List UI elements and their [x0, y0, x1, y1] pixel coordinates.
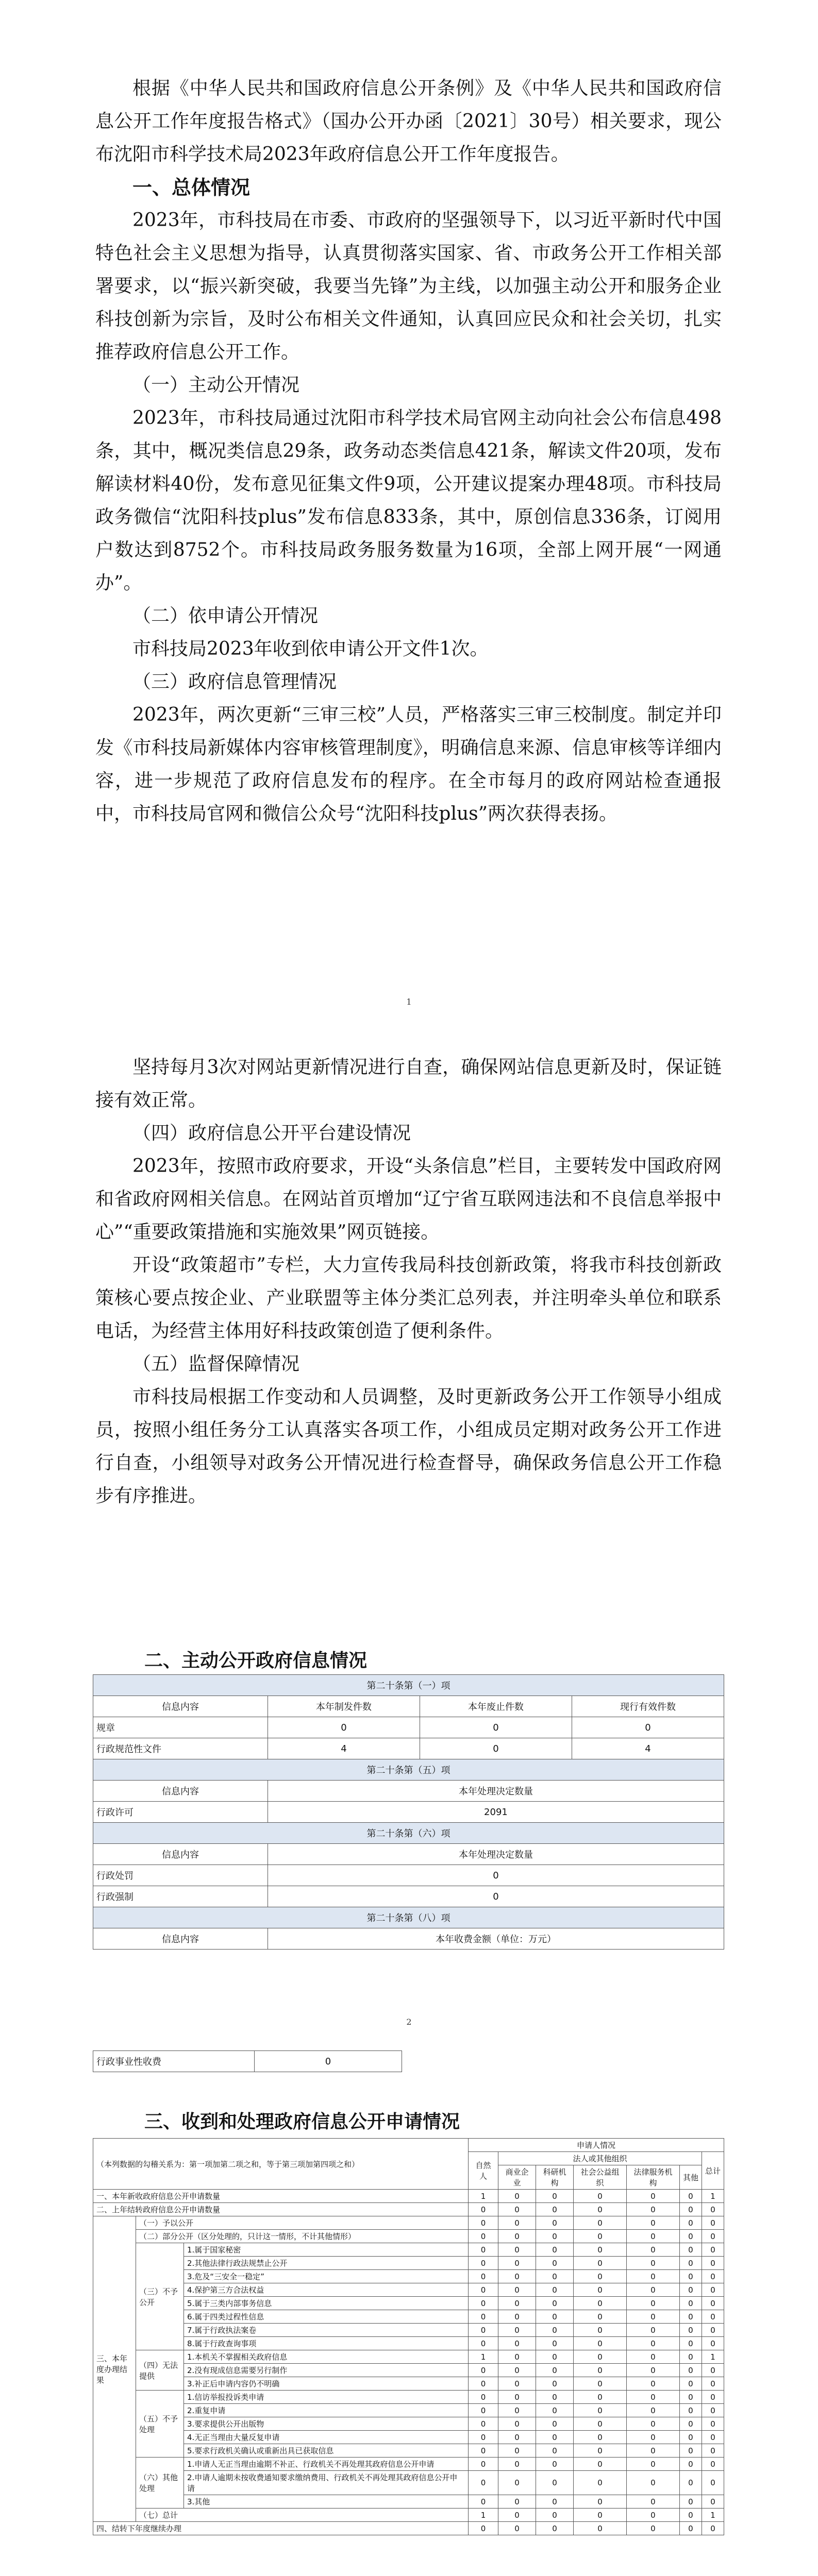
table-row	[93, 2350, 724, 2364]
t3-cell: 0	[574, 2324, 627, 2337]
t3-cell: 0	[536, 2350, 574, 2364]
table-row	[93, 2417, 724, 2431]
t3-row-label: 4.保护第三方合法权益	[184, 2283, 469, 2297]
t2-cell: 2091	[268, 1802, 724, 1823]
t3-legal-col: 其他	[679, 2165, 702, 2190]
t3-cell: 0	[626, 2417, 679, 2431]
t3-corner: （本列数据的勾稽关系为：第一项加第二项之和，等于第三项加第四项之和）	[93, 2139, 469, 2190]
t3-cell: 0	[679, 2509, 702, 2522]
t3-cell: 0	[574, 2364, 627, 2377]
t3-cell: 0	[679, 2522, 702, 2535]
t3-cell: 0	[574, 2458, 627, 2471]
t3-cell: 0	[469, 2337, 498, 2350]
t3-row-label: 5.要求行政机关确认或重新出具已获取信息	[184, 2444, 469, 2458]
t3-cell: 0	[626, 2190, 679, 2203]
t3-cell: 0	[469, 2444, 498, 2458]
t3-cell: 0	[626, 2431, 679, 2444]
t3-cell: 0	[498, 2203, 536, 2216]
t3-cell: 0	[679, 2190, 702, 2203]
t3-cell: 0	[702, 2377, 724, 2391]
t3-cell: 0	[574, 2216, 627, 2230]
t3-cell: 0	[469, 2417, 498, 2431]
t3-cell: 0	[469, 2431, 498, 2444]
t3-cell: 0	[536, 2377, 574, 2391]
t3-cell: 0	[469, 2471, 498, 2495]
t3-cell: 0	[498, 2364, 536, 2377]
t3-cell: 0	[536, 2417, 574, 2431]
page-1-body	[95, 72, 722, 831]
t3-row-label: 1.本机关不掌握相关政府信息	[184, 2350, 469, 2364]
t3-cell: 0	[536, 2297, 574, 2310]
t3-row-label: 7.属于行政执法案卷	[184, 2324, 469, 2337]
t3-cell: 0	[498, 2337, 536, 2350]
t3-cell: 0	[536, 2444, 574, 2458]
t3-cell: 0	[702, 2337, 724, 2350]
t3-cell: 0	[498, 2283, 536, 2297]
t3-cell: 0	[626, 2522, 679, 2535]
t3-row-label: （一）予以公开	[136, 2216, 469, 2230]
t3-cell: 1	[469, 2190, 498, 2203]
t3-row-label: 1.属于国家秘密	[184, 2243, 469, 2257]
t3-cell: 0	[679, 2391, 702, 2404]
t3-cell: 0	[574, 2495, 627, 2509]
t3-cell: 0	[574, 2230, 627, 2243]
t3-cell: 0	[536, 2337, 574, 2350]
t3-row-label: 2.没有现成信息需要另行制作	[184, 2364, 469, 2377]
t3-cell: 0	[702, 2243, 724, 2257]
t3-cell: 0	[574, 2404, 627, 2417]
overall-paragraph: 2023年，市科技局在市委、市政府的坚强领导下，以习近平新时代中国特色社会主义思想为指导，认真贯彻落实国家、省、市政务公开工作相关部署要求，以“振兴新突破，我要当先锋”为主线，以加强主动公开和服务企业科技创新为宗旨，及时公布相关文件通知，认真回应民众和社会关切，扎实推荐政府信息公开工作。	[95, 210, 722, 363]
t3-cell: 0	[626, 2324, 679, 2337]
t3-cell: 0	[626, 2458, 679, 2471]
heading-active: （一）主动公开情况	[132, 375, 300, 396]
page-3	[0, 2040, 818, 2576]
page-number: 1	[406, 997, 412, 1007]
t3-cell: 0	[574, 2257, 627, 2270]
t3-cell: 0	[626, 2230, 679, 2243]
t2-col: 信息内容	[93, 1696, 268, 1717]
t2-cell: 规章	[93, 1717, 268, 1738]
t3-cell: 0	[469, 2391, 498, 2404]
t3-cell: 0	[574, 2297, 627, 2310]
t3-cell: 0	[679, 2404, 702, 2417]
table-row	[93, 2243, 724, 2257]
t3-cell: 0	[679, 2417, 702, 2431]
t2-cell: 4	[572, 1738, 724, 1759]
t3-cell: 0	[626, 2337, 679, 2350]
t3-cell: 0	[536, 2458, 574, 2471]
t3-cell: 0	[679, 2364, 702, 2377]
t3-cell: 0	[498, 2431, 536, 2444]
t3-cell: 0	[574, 2190, 627, 2203]
t3-cell: 0	[536, 2257, 574, 2270]
t3-cell: 0	[498, 2270, 536, 2283]
t3-cell: 0	[679, 2216, 702, 2230]
t3-cell: 0	[679, 2270, 702, 2283]
t3-cell: 0	[626, 2509, 679, 2522]
t3-cell: 0	[679, 2431, 702, 2444]
t3-cell: 0	[574, 2444, 627, 2458]
t3-cell: 1	[702, 2509, 724, 2522]
t2-col: 信息内容	[93, 1781, 268, 1802]
t3-cell: 0	[626, 2391, 679, 2404]
t3-cell: 0	[498, 2297, 536, 2310]
t3-cell: 0	[469, 2257, 498, 2270]
t3-cell: 0	[626, 2257, 679, 2270]
t3-cell: 0	[702, 2495, 724, 2509]
t3-cell: 0	[469, 2458, 498, 2471]
t3-cell: 0	[702, 2458, 724, 2471]
t3-cell: 0	[702, 2230, 724, 2243]
t3-legal-col: 商业企业	[498, 2165, 536, 2190]
platform-paragraph-2: 开设“政策超市”专栏，大力宣传我局科技创新政策，将我市科技创新政策核心要点按企业、产业联盟等主体分类汇总列表，并注明牵头单位和联系电话，为经营主体用好科技政策创造了便利条件。	[95, 1255, 722, 1342]
t2-col: 信息内容	[93, 1844, 268, 1865]
t3-cell: 0	[498, 2509, 536, 2522]
t3-row-label: 1.信访举报投诉类申请	[184, 2391, 469, 2404]
t3-cell: 0	[679, 2283, 702, 2297]
t3-row-label: 3.要求提供公开出版物	[184, 2417, 469, 2431]
table-row	[93, 2509, 724, 2522]
table-active-disclosure-cont	[93, 2050, 402, 2072]
t3-subgroup: （五）不予处理	[136, 2391, 184, 2458]
t3-cell: 0	[469, 2522, 498, 2535]
t2-col: 本年处理决定数量	[268, 1844, 724, 1865]
t2-cell: 4	[268, 1738, 420, 1759]
t3-cell: 0	[626, 2377, 679, 2391]
table-row	[93, 2471, 724, 2495]
t3-cell: 0	[469, 2243, 498, 2257]
t3-cell: 1	[702, 2190, 724, 2203]
t3-cell: 0	[679, 2471, 702, 2495]
t3-cell: 0	[536, 2391, 574, 2404]
t2-cell: 行政事业性收费	[93, 2051, 255, 2072]
t3-cell: 0	[679, 2243, 702, 2257]
t2-col: 本年制发件数	[268, 1696, 420, 1717]
t2-col: 本年处理决定数量	[268, 1781, 724, 1802]
t3-cell: 1	[469, 2509, 498, 2522]
t3-row-label: 四、结转下年度继续办理	[93, 2522, 469, 2535]
t3-cell: 0	[679, 2297, 702, 2310]
t2-col: 本年收费金额（单位：万元）	[268, 1928, 724, 1950]
heading-manage: （三）政府信息管理情况	[132, 671, 337, 692]
t2-cell: 行政许可	[93, 1802, 268, 1823]
t2-cell: 0	[268, 1717, 420, 1738]
table-active-disclosure	[93, 1674, 724, 1950]
t3-cell: 0	[574, 2203, 627, 2216]
t2-r8-title: 第二十条第（八）项	[93, 1907, 724, 1928]
t3-legal-col: 社会公益组织	[574, 2165, 627, 2190]
t3-cell: 0	[626, 2283, 679, 2297]
t3-cell: 1	[469, 2350, 498, 2364]
t3-cell: 0	[702, 2270, 724, 2283]
active-paragraph: 2023年，市科技局通过沈阳市科学技术局官网主动向社会公布信息498条，其中，概况类信息29条，政务动态类信息421条，解读文件20项，发布解读材料40份，发布意见征集文件9项，公开建议提案办理48项。市科技局政务微信“沈阳科技plus”发布信息833条，其中，原创信息336条，订阅用户数达到8752个。市科技局政务服务数量为16项，全部上网开展“一网通办”。	[95, 408, 722, 594]
request-paragraph: 市科技局2023年收到依申请公开文件1次。	[132, 638, 489, 659]
table-row	[93, 2283, 724, 2297]
heading-platform: （四）政府信息公开平台建设情况	[132, 1123, 411, 1144]
t3-row-label: 4.无正当理由大量反复申请	[184, 2431, 469, 2444]
table-row	[93, 2404, 724, 2417]
t3-legal: 法人或其他组织	[498, 2152, 702, 2165]
t3-cell: 0	[702, 2444, 724, 2458]
page-1	[0, 0, 818, 1015]
table-row	[93, 2230, 724, 2243]
table-row	[93, 2297, 724, 2310]
t2-cell: 0	[420, 1717, 572, 1738]
t3-cell: 0	[574, 2283, 627, 2297]
t3-cell: 0	[469, 2283, 498, 2297]
table-row	[93, 2324, 724, 2337]
t3-cell: 0	[574, 2471, 627, 2495]
table-requests	[93, 2138, 724, 2535]
supervise-paragraph: 市科技局根据工作变动和人员调整，及时更新政务公开工作领导小组成员，按照小组任务分工认真落实各项工作，小组成员定期对政务公开工作进行自查，小组领导对政务公开情况进行检查督导，确保政务信息公开工作稳步有序推进。	[95, 1386, 722, 1506]
t3-cell: 0	[469, 2310, 498, 2324]
t3-cell: 0	[626, 2243, 679, 2257]
t3-subgroup: （三）不予公开	[136, 2243, 184, 2350]
table-row	[93, 2364, 724, 2377]
t3-legal-col: 法律服务机构	[626, 2165, 679, 2190]
t3-cell: 0	[469, 2324, 498, 2337]
t3-cell: 0	[536, 2283, 574, 2297]
heading-request: （二）依申请公开情况	[132, 605, 319, 626]
t3-cell: 0	[536, 2230, 574, 2243]
t3-cell: 0	[498, 2377, 536, 2391]
heading-overall: 一、总体情况	[132, 176, 251, 199]
t3-cell: 0	[679, 2324, 702, 2337]
t3-cell: 0	[469, 2377, 498, 2391]
table3-title: 三、收到和处理政府信息公开申请情况	[144, 2111, 460, 2132]
t3-cell: 0	[498, 2495, 536, 2509]
t3-subgroup: （四）无法提供	[136, 2350, 184, 2391]
t2-cell: 行政强制	[93, 1886, 268, 1907]
t3-cell: 0	[536, 2270, 574, 2283]
t3-cell: 0	[469, 2297, 498, 2310]
t3-cell: 0	[536, 2522, 574, 2535]
t3-cell: 0	[469, 2270, 498, 2283]
t3-legal-col: 科研机构	[536, 2165, 574, 2190]
table-row	[93, 2391, 724, 2404]
t3-cell: 0	[679, 2310, 702, 2324]
t3-cell: 0	[702, 2216, 724, 2230]
table-row	[93, 2458, 724, 2471]
t3-cell: 0	[626, 2297, 679, 2310]
t3-cell: 0	[469, 2230, 498, 2243]
t3-cell: 0	[574, 2391, 627, 2404]
page-2	[0, 1020, 818, 2035]
t3-cell: 0	[536, 2404, 574, 2417]
t3-row-label: 一、本年新收政府信息公开申请数量	[93, 2190, 469, 2203]
t3-row-label: 8.属于行政查询事项	[184, 2337, 469, 2350]
t3-cell: 0	[702, 2203, 724, 2216]
t3-row-label: 2.其他法律行政法规禁止公开	[184, 2257, 469, 2270]
t3-subgroup: （六）其他处理	[136, 2458, 184, 2509]
t3-cell: 0	[574, 2270, 627, 2283]
t3-cell: 0	[498, 2216, 536, 2230]
page-number: 2	[406, 2017, 412, 2027]
t3-cell: 0	[702, 2417, 724, 2431]
table-row	[93, 2190, 724, 2203]
t3-cell: 0	[469, 2203, 498, 2216]
table-row	[93, 2377, 724, 2391]
table-row	[93, 2257, 724, 2270]
t3-row-label: 2.申请人逾期未按收费通知要求缴纳费用、行政机关不再处理其政府信息公开申请	[184, 2471, 469, 2495]
t3-cell: 0	[498, 2417, 536, 2431]
t3-cell: 0	[498, 2324, 536, 2337]
t3-cell: 0	[702, 2431, 724, 2444]
t3-cell: 0	[702, 2391, 724, 2404]
t3-row-label: （七）总计	[136, 2509, 469, 2522]
cont-paragraph: 坚持每月3次对网站更新情况进行自查，确保网站信息更新及时，保证链接有效正常。	[95, 1057, 722, 1111]
heading-supervise: （五）监督保障情况	[132, 1353, 300, 1375]
manage-paragraph: 2023年，两次更新“三审三校”人员，严格落实三审三校制度。制定并印发《市科技局新媒体内容审核管理制度》，明确信息来源、信息审核等详细内容，进一步规范了政府信息发布的程序。在全市每月的政府网站检查通报中，市科技局官网和微信公众号“沈阳科技plus”两次获得表扬。	[95, 704, 722, 824]
t3-cell: 0	[702, 2324, 724, 2337]
t3-cell: 0	[469, 2495, 498, 2509]
t3-cell: 0	[498, 2404, 536, 2417]
t3-cell: 0	[702, 2257, 724, 2270]
t3-cell: 0	[498, 2190, 536, 2203]
table-row	[93, 2216, 724, 2230]
t3-cell: 0	[498, 2243, 536, 2257]
t3-row-label: 3.其他	[184, 2495, 469, 2509]
t3-cell: 0	[498, 2230, 536, 2243]
t3-cell: 0	[574, 2337, 627, 2350]
t3-cell: 0	[679, 2230, 702, 2243]
t3-total: 总计	[702, 2152, 724, 2190]
t3-cell: 0	[574, 2350, 627, 2364]
t3-cell: 0	[498, 2471, 536, 2495]
t3-group-third: 三、本年度办理结果	[93, 2216, 136, 2522]
t2-r5-title: 第二十条第（五）项	[93, 1759, 724, 1781]
table-row	[93, 2444, 724, 2458]
t3-cell: 0	[702, 2471, 724, 2495]
t3-cell: 0	[626, 2471, 679, 2495]
t3-cell: 0	[469, 2364, 498, 2377]
t3-cell: 0	[679, 2495, 702, 2509]
table-row	[93, 2431, 724, 2444]
t2-r6-title: 第二十条第（六）项	[93, 1823, 724, 1844]
t3-cell: 0	[498, 2391, 536, 2404]
t2-cell: 0	[420, 1738, 572, 1759]
t2-cell: 0	[255, 2051, 402, 2072]
page-2-body	[95, 1051, 722, 1513]
t3-cell: 0	[679, 2377, 702, 2391]
t3-cell: 0	[702, 2283, 724, 2297]
t3-row-label: （二）部分公开（区分处理的，只计这一情形，不计其他情形）	[136, 2230, 469, 2243]
t3-natural: 自然人	[469, 2152, 498, 2190]
t3-cell: 0	[469, 2216, 498, 2230]
t3-cell: 0	[574, 2377, 627, 2391]
t3-cell: 0	[702, 2297, 724, 2310]
t3-cell: 0	[498, 2257, 536, 2270]
t2-cell: 行政处罚	[93, 1865, 268, 1886]
table-row	[93, 2495, 724, 2509]
t3-cell: 0	[574, 2417, 627, 2431]
t3-cell: 0	[574, 2243, 627, 2257]
t3-row-label: 二、上年结转政府信息公开申请数量	[93, 2203, 469, 2216]
t3-cell: 0	[679, 2337, 702, 2350]
t3-row-label: 6.属于四类过程性信息	[184, 2310, 469, 2324]
t3-row-label: 1.申请人无正当理由逾期不补正、行政机关不再处理其政府信息公开申请	[184, 2458, 469, 2471]
t2-col: 本年废止件数	[420, 1696, 572, 1717]
t3-cell: 0	[679, 2458, 702, 2471]
t3-row-label: 3.补正后申请内容仍不明确	[184, 2377, 469, 2391]
t3-cell: 0	[498, 2444, 536, 2458]
t3-row-label: 2.重复申请	[184, 2404, 469, 2417]
table-row	[93, 2270, 724, 2283]
t3-cell: 0	[626, 2364, 679, 2377]
t3-cell: 0	[702, 2310, 724, 2324]
t3-cell: 0	[702, 2522, 724, 2535]
t3-cell: 0	[536, 2495, 574, 2509]
table-row	[93, 2522, 724, 2535]
table-row	[93, 2337, 724, 2350]
t3-cell: 0	[702, 2404, 724, 2417]
t2-col: 现行有效件数	[572, 1696, 724, 1717]
t2-cell: 0	[572, 1717, 724, 1738]
t3-cell: 0	[626, 2495, 679, 2509]
t3-cell: 0	[536, 2190, 574, 2203]
t3-cell: 0	[626, 2350, 679, 2364]
t3-cell: 0	[679, 2444, 702, 2458]
t3-cell: 0	[536, 2216, 574, 2230]
t3-cell: 0	[702, 2364, 724, 2377]
t3-cell: 0	[679, 2257, 702, 2270]
t3-cell: 0	[498, 2458, 536, 2471]
t3-cell: 0	[626, 2203, 679, 2216]
t3-cell: 1	[702, 2350, 724, 2364]
t3-cell: 0	[536, 2324, 574, 2337]
t2-cell: 行政规范性文件	[93, 1738, 268, 1759]
t3-cell: 0	[574, 2310, 627, 2324]
intro-paragraph: 根据《中华人民共和国政府信息公开条例》及《中华人民共和国政府信息公开工作年度报告格式》（国办公开办函〔2021〕30号）相关要求，现公布沈阳市科学技术局2023年政府信息公开工作年度报告。	[95, 78, 722, 165]
t3-cell: 0	[498, 2310, 536, 2324]
t3-cell: 0	[536, 2471, 574, 2495]
table-row	[93, 2203, 724, 2216]
t3-cell: 0	[574, 2522, 627, 2535]
t3-cell: 0	[536, 2509, 574, 2522]
t3-cell: 0	[574, 2431, 627, 2444]
t3-cell: 0	[536, 2203, 574, 2216]
t3-cell: 0	[536, 2364, 574, 2377]
t3-cell: 0	[679, 2203, 702, 2216]
t3-cell: 0	[469, 2404, 498, 2417]
t2-r1-title: 第二十条第（一）项	[93, 1675, 724, 1696]
t3-row-label: 5.属于三类内部事务信息	[184, 2297, 469, 2310]
t3-applicant: 申请人情况	[469, 2139, 724, 2152]
t3-row-label: 3.危及“三安全一稳定”	[184, 2270, 469, 2283]
t3-cell: 0	[626, 2310, 679, 2324]
t3-cell: 0	[626, 2270, 679, 2283]
t3-cell: 0	[536, 2243, 574, 2257]
t3-cell: 0	[498, 2522, 536, 2535]
t3-cell: 0	[574, 2509, 627, 2522]
t2-cell: 0	[268, 1886, 724, 1907]
table-row	[93, 2310, 724, 2324]
t3-cell: 0	[498, 2350, 536, 2364]
table2-title: 二、主动公开政府信息情况	[144, 1650, 368, 1671]
t3-cell: 0	[626, 2216, 679, 2230]
platform-paragraph-1: 2023年，按照市政府要求，开设“头条信息”栏目，主要转发中国政府网和省政府网相关信息。在网站首页增加“辽宁省互联网违法和不良信息举报中心”“重要政策措施和实施效果”网页链接。	[95, 1156, 722, 1243]
t3-cell: 0	[536, 2431, 574, 2444]
t2-col: 信息内容	[93, 1928, 268, 1950]
t3-cell: 0	[626, 2404, 679, 2417]
t2-cell: 0	[268, 1865, 724, 1886]
t3-cell: 0	[536, 2310, 574, 2324]
t3-cell: 0	[679, 2350, 702, 2364]
t3-cell: 0	[626, 2444, 679, 2458]
